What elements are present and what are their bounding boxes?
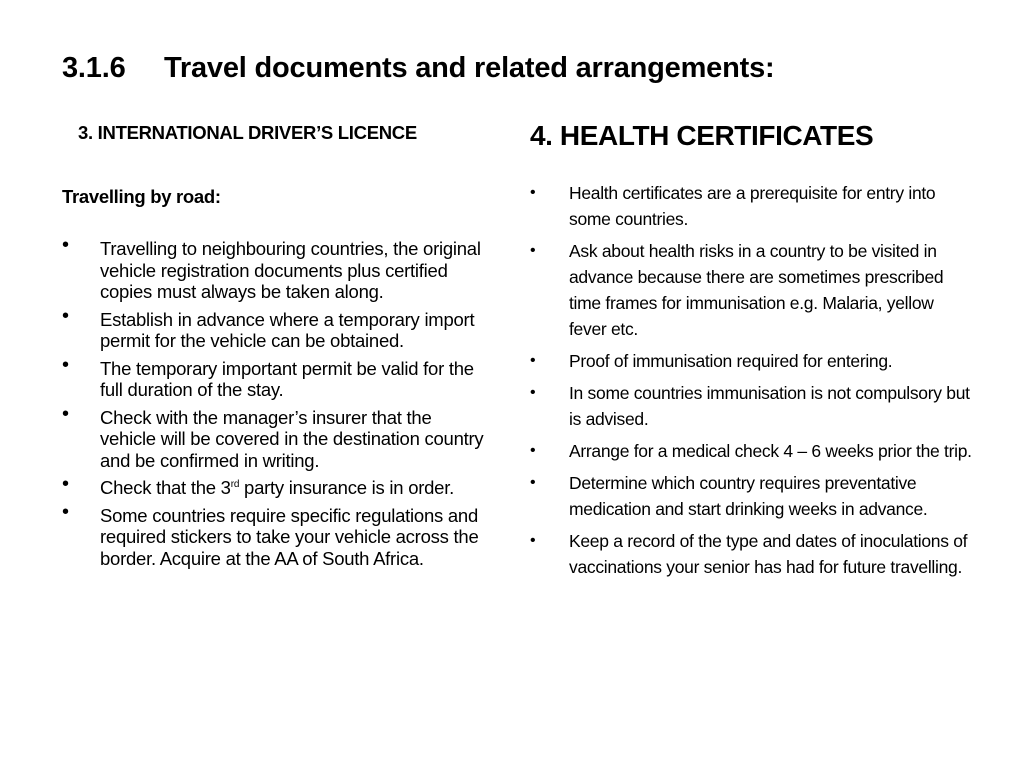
- road-travel-list: [62, 234, 492, 569]
- health-certificates-heading: 4. HEALTH CERTIFICATES: [530, 120, 874, 151]
- list-item-text: Ask about health risks in a country to be visited in advance because there are sometimes prescribed time frames for immunisation e.g. Malaria, yellow fever etc.: [569, 241, 944, 339]
- bullet-icon: •: [62, 304, 69, 327]
- bullet-icon: •: [530, 474, 536, 491]
- bullet-icon: •: [62, 234, 69, 256]
- bullet-icon: •: [62, 500, 69, 523]
- bullet-icon: •: [530, 352, 536, 369]
- list-item-text: [100, 477, 454, 498]
- bullet-icon: •: [62, 402, 69, 425]
- list-item: [62, 402, 492, 472]
- list-item-text: In some countries immunisation is not compulsory but is advised.: [569, 383, 970, 429]
- slide-title: [62, 52, 774, 85]
- bullet-icon: •: [530, 184, 536, 201]
- list-item: [530, 380, 975, 432]
- bullet-icon: •: [530, 242, 536, 259]
- list-item: [62, 234, 492, 303]
- list-item-text: Determine which country requires preventative medication and start drinking weeks in advance.: [569, 473, 928, 519]
- list-item-text: The temporary important permit be valid for the full duration of the stay.: [100, 357, 474, 400]
- list-item: [62, 500, 492, 570]
- list-item: [530, 348, 975, 374]
- ordinal-superscript: rd: [230, 478, 240, 490]
- list-item-text-end: party insurance is in order.: [239, 477, 454, 498]
- list-item-text: Health certificates are a prerequisite for entry into some countries.: [569, 183, 936, 229]
- right-column: [530, 120, 975, 586]
- list-item: [62, 353, 492, 401]
- list-item: [530, 180, 975, 232]
- list-item-text: Arrange for a medical check 4 – 6 weeks prior the trip.: [569, 441, 972, 461]
- list-item-text: Proof of immunisation required for entering.: [569, 351, 893, 371]
- list-item-text-start: Check that the 3: [100, 477, 231, 498]
- list-item: [62, 304, 492, 352]
- drivers-licence-heading: 3. INTERNATIONAL DRIVER’S LICENCE: [78, 122, 417, 143]
- list-item: [530, 238, 975, 342]
- left-column: [62, 122, 492, 575]
- section-title-text: Travel documents and related arrangements:: [164, 52, 775, 84]
- travelling-by-road-subheading: Travelling by road:: [62, 186, 221, 207]
- bullet-icon: •: [62, 473, 69, 495]
- bullet-icon: •: [530, 532, 536, 549]
- bullet-icon: •: [530, 384, 536, 401]
- list-item-text: Establish in advance where a temporary import permit for the vehicle can be obtained.: [100, 308, 475, 351]
- list-item: [62, 473, 492, 499]
- bullet-icon: •: [530, 442, 536, 459]
- section-number: 3.1.6: [62, 52, 126, 84]
- list-item-text: Travelling to neighbouring countries, the original vehicle registration documents plus certified copies must always be taken along.: [100, 238, 481, 302]
- list-item-text: Check with the manager’s insurer that the vehicle will be covered in the destination country and be confirmed in writing.: [100, 406, 484, 471]
- health-certificates-list: [530, 180, 975, 580]
- list-item-text: Some countries require specific regulations and required stickers to take your vehicle across the border. Acquire at the AA of South Africa.: [100, 504, 479, 569]
- list-item: [530, 470, 975, 522]
- list-item: [530, 528, 975, 580]
- list-item-text: Keep a record of the type and dates of inoculations of vaccinations your senior has had for future travelling.: [569, 531, 968, 577]
- bullet-icon: •: [62, 353, 69, 376]
- list-item: [530, 438, 975, 464]
